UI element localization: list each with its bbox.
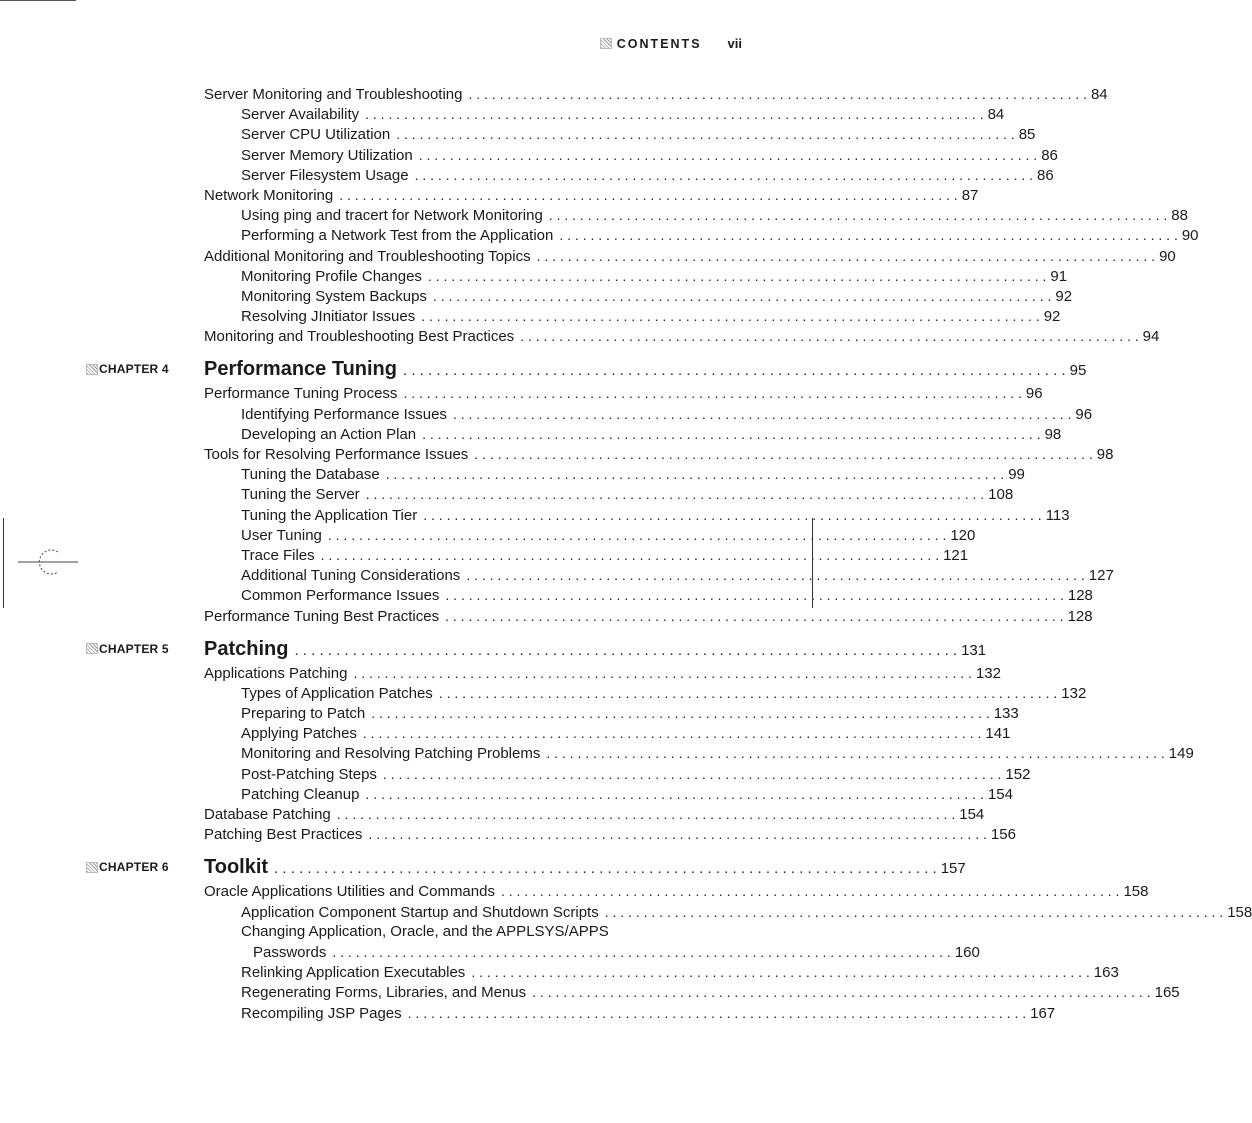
page-number: 87	[961, 186, 979, 204]
page-number: 85	[1018, 126, 1036, 144]
entry-title: Server Monitoring and Troubleshooting	[204, 86, 463, 103]
entry-title: Relinking Application Executables	[241, 964, 466, 982]
page-number: 156	[990, 826, 1016, 844]
page-number: 154	[987, 785, 1013, 803]
page-number: 154	[959, 806, 985, 823]
toc-entry	[204, 784, 1013, 804]
toc-entry	[204, 225, 1199, 245]
dot-leader: . . . . . . . . . . . . . . . . . . . . . . . . . . . . . . . . . . . . . . . . . . . . . . . . . . . . . . . . . . . . . . . . . . . . . . . . . . . . . . . .	[403, 362, 1066, 380]
entry-title: Trace Files	[241, 546, 315, 564]
dot-leader: . . . . . . . . . . . . . . . . . . . . . . . . . . . . . . . . . . . . . . . . . . . . . . . . . . . . . . . . . . . . . . . . . . . . . . . . . . . . . . . .	[421, 308, 1040, 325]
chapter-title: Patching	[204, 637, 289, 660]
dot-leader: . . . . . . . . . . . . . . . . . . . . . . . . . . . . . . . . . . . . . . . . . . . . . . . . . . . . . . . . . . . . . . . . . . . . . . . . . . . . . . . .	[466, 567, 1085, 584]
toc-entry	[204, 942, 980, 962]
page-number: 127	[1088, 567, 1114, 585]
hatch-marker-icon	[600, 38, 612, 49]
dot-leader: . . . . . . . . . . . . . . . . . . . . . . . . . . . . . . . . . . . . . . . . . . . . . . . . . . . . . . . . . . . . . . . . . . . . . . . . . . . . . . . .	[422, 425, 1041, 442]
page-number: 86	[1037, 166, 1054, 184]
dot-leader: . . . . . . . . . . . . . . . . . . . . . . . . . . . . . . . . . . . . . . . . . . . . . . . . . . . . . . . . . . . . . . . . . . . . . . . . . . . . . . . .	[339, 186, 958, 203]
dot-leader: . . . . . . . . . . . . . . . . . . . . . . . . . . . . . . . . . . . . . . . . . . . . . . . . . . . . . . . . . . . . . . . . . . . . . . . . . . . . . . . .	[559, 227, 1178, 244]
entry-title: Oracle Applications Utilities and Commands	[204, 883, 495, 901]
page-number: 120	[950, 526, 976, 544]
entry-title: Performance Tuning Process	[204, 385, 398, 403]
dot-leader: . . . . . . . . . . . . . . . . . . . . . . . . . . . . . . . . . . . . . . . . . . . . . . . . . . . . . . . . . . . . . . . . . . . . . . . . . . . . . . . .	[320, 546, 940, 563]
entry-title: User Tuning	[241, 526, 322, 544]
page-number: 158	[1123, 883, 1149, 901]
page-number: 132	[975, 664, 1001, 682]
entry-title: Developing an Action Plan	[241, 425, 417, 443]
chapter-heading	[99, 357, 1087, 381]
dot-leader: . . . . . . . . . . . . . . . . . . . . . . . . . . . . . . . . . . . . . . . . . . . . . . . . . . . . . . . . . . . . . . . . . . . . . . . . . . . . . . . .	[353, 664, 972, 681]
table-of-contents	[99, 84, 1252, 1023]
page-number: 96	[1025, 385, 1043, 403]
dot-leader: . . . . . . . . . . . . . . . . . . . . . . . . . . . . . . . . . . . . . . . . . . . . . . . . . . . . . . . . . . . . . . . . . . . . . . . . . . . . . . . .	[403, 385, 1022, 402]
page-number: 88	[1171, 207, 1188, 225]
dot-leader: . . . . . . . . . . . . . . . . . . . . . . . . . . . . . . . . . . . . . . . . . . . . . . . . . . . . . . . . . . . . . . . . . . . . . . . . . . . . . . . .	[327, 526, 947, 543]
page-number: 94	[1142, 328, 1160, 346]
chapter-number: CHAPTER 6	[99, 860, 169, 875]
entry-title: Common Performance Issues	[241, 587, 440, 605]
dot-leader: . . . . . . . . . . . . . . . . . . . . . . . . . . . . . . . . . . . . . . . . . . . . . . . . . . . . . . . . . . . . . . . . . . . . . . . . . . . . . . . .	[365, 106, 984, 123]
toc-entry	[204, 306, 1061, 326]
entry-title: Types of Application Patches	[241, 684, 433, 702]
entry-title: Post-Patching Steps	[241, 765, 377, 783]
dot-leader: . . . . . . . . . . . . . . . . . . . . . . . . . . . . . . . . . . . . . . . . . . . . . . . . . . . . . . . . . . . . . . . . . . . . . . . . . . . . . . . .	[423, 506, 1042, 523]
page-number: 91	[1050, 267, 1068, 285]
page-number: 108	[988, 486, 1014, 504]
toc-entry	[204, 165, 1054, 185]
dot-leader: . . . . . . . . . . . . . . . . . . . . . . . . . . . . . . . . . . . . . . . . . . . . . . . . . . . . . . . . . . . . . . . . . . . . . . . . . . . . . . . .	[382, 765, 1002, 782]
entry-title: Server CPU Utilization	[241, 126, 391, 144]
toc-entry	[204, 804, 985, 824]
dot-leader: . . . . . . . . . . . . . . . . . . . . . . . . . . . . . . . . . . . . . . . . . . . . . . . . . . . . . . . . . . . . . . . . . . . . . . . . . . . . . . . .	[468, 86, 1087, 102]
toc-entry	[204, 464, 1025, 484]
entry-title: Identifying Performance Issues	[241, 405, 447, 423]
page-number: 86	[1041, 146, 1058, 164]
registration-mark-icon	[18, 548, 78, 576]
dot-leader: . . . . . . . . . . . . . . . . . . . . . . . . . . . . . . . . . . . . . . . . . . . . . . . . . . . . . . . . . . . . . . . . . . . . . . . . . . . . . . . .	[385, 466, 1005, 483]
toc-entry	[204, 185, 979, 205]
page-number: 84	[1090, 86, 1108, 103]
toc-entry	[204, 286, 1073, 306]
dot-leader: . . . . . . . . . . . . . . . . . . . . . . . . . . . . . . . . . . . . . . . . . . . . . . . . . . . . . . . . . . . . . . . . . . . . . . . . . . . . . . . .	[274, 860, 937, 878]
page-number: 90	[1181, 227, 1199, 245]
entry-title: Tuning the Application Tier	[241, 506, 418, 524]
toc-entry	[204, 902, 1252, 922]
toc-entry	[204, 723, 1011, 743]
toc-entry	[204, 145, 1058, 165]
chapter-number: CHAPTER 5	[99, 641, 169, 656]
dot-leader: . . . . . . . . . . . . . . . . . . . . . . . . . . . . . . . . . . . . . . . . . . . . . . . . . . . . . . . . . . . . . . . . . . . . . . . . . . . . . . . .	[546, 745, 1165, 762]
dot-leader: . . . . . . . . . . . . . . . . . . . . . . . . . . . . . . . . . . . . . . . . . . . . . . . . . . . . . . . . . . . . . . . . . . . . . . . . . . . . . . . .	[548, 207, 1168, 224]
page-number: 165	[1154, 984, 1180, 1002]
entry-title: Server Availability	[241, 106, 360, 124]
toc-entry	[204, 585, 1093, 605]
entry-title: Recompiling JSP Pages	[241, 1004, 402, 1022]
page-number: 84	[987, 106, 1005, 124]
entry-title: Preparing to Patch	[241, 705, 366, 723]
toc-entry	[204, 764, 1031, 784]
entry-title: Patching Best Practices	[204, 826, 363, 844]
entry-title: Network Monitoring	[204, 186, 334, 204]
page-number: 132	[1061, 684, 1087, 702]
page-number: 121	[943, 546, 969, 564]
page-number: 133	[993, 705, 1019, 723]
running-header	[600, 36, 742, 51]
dot-leader: . . . . . . . . . . . . . . . . . . . . . . . . . . . . . . . . . . . . . . . . . . . . . . . . . . . . . . . . . . . . . . . . . . . . . . . . . . . . . . . .	[500, 883, 1120, 900]
dot-leader: . . . . . . . . . . . . . . . . . . . . . . . . . . . . . . . . . . . . . . . . . . . . . . . . . . . . . . . . . . . . . . . . . . . . . . . . . . . . . . . .	[427, 267, 1047, 284]
dot-leader: . . . . . . . . . . . . . . . . . . . . . . . . . . . . . . . . . . . . . . . . . . . . . . . . . . . . . . . . . . . . . . . . . . . . . . . . . . . . . . . .	[445, 607, 1064, 624]
entry-title: Server Filesystem Usage	[241, 166, 409, 184]
dot-leader: . . . . . . . . . . . . . . . . . . . . . . . . . . . . . . . . . . . . . . . . . . . . . . . . . . . . . . . . . . . . . . . . . . . . . . . . . . . . . . . .	[294, 641, 958, 659]
page-number: 152	[1005, 765, 1031, 783]
dot-leader: . . . . . . . . . . . . . . . . . . . . . . . . . . . . . . . . . . . . . . . . . . . . . . . . . . . . . . . . . . . . . . . . . . . . . . . . . . . . . . . .	[332, 943, 951, 960]
dot-leader: . . . . . . . . . . . . . . . . . . . . . . . . . . . . . . . . . . . . . . . . . . . . . . . . . . . . . . . . . . . . . . . . . . . . . . . . . . . . . . . .	[407, 1004, 1027, 1021]
entry-title: Monitoring and Resolving Patching Problems	[241, 745, 541, 763]
entry-title: Performing a Network Test from the Application	[241, 227, 554, 245]
page-number: 92	[1043, 308, 1061, 326]
page-number: 131	[961, 641, 987, 659]
dot-leader: . . . . . . . . . . . . . . . . . . . . . . . . . . . . . . . . . . . . . . . . . . . . . . . . . . . . . . . . . . . . . . . . . . . . . . . . . . . . . . . .	[368, 826, 987, 843]
dot-leader: . . . . . . . . . . . . . . . . . . . . . . . . . . . . . . . . . . . . . . . . . . . . . . . . . . . . . . . . . . . . . . . . . . . . . . . . . . . . . . . .	[432, 287, 1052, 304]
chapter-label	[86, 642, 169, 656]
toc-entry	[204, 124, 1036, 144]
dot-leader: . . . . . . . . . . . . . . . . . . . . . . . . . . . . . . . . . . . . . . . . . . . . . . . . . . . . . . . . . . . . . . . . . . . . . . . . . . . . . . . .	[536, 247, 1156, 264]
entry-title: Application Component Startup and Shutdown Scripts	[241, 903, 599, 921]
chapter-heading	[99, 637, 987, 661]
toc-entry	[204, 703, 1019, 723]
chapter-number: CHAPTER 4	[99, 362, 169, 377]
dot-leader: . . . . . . . . . . . . . . . . . . . . . . . . . . . . . . . . . . . . . . . . . . . . . . . . . . . . . . . . . . . . . . . . . . . . . . . . . . . . . . . .	[474, 446, 1093, 462]
toc-entry	[204, 962, 1119, 982]
entry-title: Server Memory Utilization	[241, 146, 413, 164]
page-number: 96	[1075, 405, 1093, 423]
dot-leader: . . . . . . . . . . . . . . . . . . . . . . . . . . . . . . . . . . . . . . . . . . . . . . . . . . . . . . . . . . . . . . . . . . . . . . . . . . . . . . . .	[396, 126, 1015, 143]
entry-title: Tuning the Server	[241, 486, 360, 504]
dot-leader: . . . . . . . . . . . . . . . . . . . . . . . . . . . . . . . . . . . . . . . . . . . . . . . . . . . . . . . . . . . . . . . . . . . . . . . . . . . . . . . .	[438, 684, 1058, 701]
hatch-marker-icon	[86, 862, 98, 873]
page-number: 90	[1159, 247, 1176, 265]
hatch-marker-icon	[86, 643, 98, 654]
entry-title: Tuning the Database	[241, 466, 380, 484]
page-number: 113	[1045, 506, 1070, 524]
toc-entry	[204, 525, 976, 545]
toc-entry	[204, 824, 1016, 844]
dot-leader: . . . . . . . . . . . . . . . . . . . . . . . . . . . . . . . . . . . . . . . . . . . . . . . . . . . . . . . . . . . . . . . . . . . . . . . . . . . . . . . .	[365, 785, 984, 802]
page-number: 157	[940, 860, 966, 878]
dot-leader: . . . . . . . . . . . . . . . . . . . . . . . . . . . . . . . . . . . . . . . . . . . . . . . . . . . . . . . . . . . . . . . . . . . . . . . . . . . . . . . .	[604, 903, 1224, 920]
page-number: 141	[985, 725, 1011, 743]
dot-leader: . . . . . . . . . . . . . . . . . . . . . . . . . . . . . . . . . . . . . . . . . . . . . . . . . . . . . . . . . . . . . . . . . . . . . . . . . . . . . . . .	[520, 328, 1139, 345]
toc-entry	[204, 484, 1014, 504]
toc-entry	[204, 663, 1001, 683]
toc-entry	[204, 104, 1005, 124]
entry-title: Performance Tuning Best Practices	[204, 607, 440, 625]
page-number: 158	[1227, 903, 1252, 921]
entry-title: Monitoring System Backups	[241, 287, 427, 305]
left-crop-mark	[3, 518, 4, 608]
entry-title: Patching Cleanup	[241, 785, 360, 803]
right-crop-mark	[812, 518, 813, 608]
chapter-title: Performance Tuning	[204, 358, 397, 381]
dot-leader: . . . . . . . . . . . . . . . . . . . . . . . . . . . . . . . . . . . . . . . . . . . . . . . . . . . . . . . . . . . . . . . . . . . . . . . . . . . . . . . .	[365, 486, 985, 503]
dot-leader: . . . . . . . . . . . . . . . . . . . . . . . . . . . . . . . . . . . . . . . . . . . . . . . . . . . . . . . . . . . . . . . . . . . . . . . . . . . . . . . .	[532, 984, 1151, 1001]
entry-title: Monitoring Profile Changes	[241, 267, 422, 285]
entry-title: Additional Tuning Considerations	[241, 567, 461, 585]
toc-entry	[204, 606, 1093, 626]
dot-leader: . . . . . . . . . . . . . . . . . . . . . . . . . . . . . . . . . . . . . . . . . . . . . . . . . . . . . . . . . . . . . . . . . . . . . . . . . . . . . . . .	[445, 587, 1064, 604]
toc-entry	[204, 545, 969, 565]
toc-entry	[204, 505, 1070, 525]
entry-title: Database Patching	[204, 806, 331, 823]
entry-title: Changing Application, Oracle, and the APPLSYS/APPS	[241, 922, 609, 940]
page-number: 98	[1044, 425, 1062, 443]
page-number: 99	[1008, 466, 1025, 484]
page-number: 95	[1069, 362, 1087, 380]
entry-title: Applications Patching	[204, 664, 348, 682]
toc-entry	[204, 743, 1194, 763]
hatch-marker-icon	[86, 364, 98, 375]
toc-entry	[204, 683, 1087, 703]
chapter-title: Toolkit	[204, 856, 269, 879]
page-number: 128	[1067, 607, 1093, 625]
toc-entry	[204, 205, 1188, 225]
page-number: 92	[1055, 287, 1073, 305]
toc-entry	[204, 922, 741, 942]
chapter-label	[86, 362, 169, 376]
chapter-label	[86, 860, 169, 874]
entry-title: Resolving JInitiator Issues	[241, 308, 416, 326]
entry-title: Tools for Resolving Performance Issues	[204, 446, 469, 463]
entry-title: Monitoring and Troubleshooting Best Practices	[204, 328, 515, 346]
toc-entry	[204, 266, 1068, 286]
toc-entry	[204, 246, 1176, 266]
toc-entry	[204, 84, 1108, 104]
page-number: 149	[1168, 745, 1194, 763]
toc-entry	[204, 1003, 1056, 1023]
page-number: 128	[1067, 587, 1093, 605]
page-number: 167	[1030, 1004, 1056, 1022]
toc-entry	[204, 444, 1114, 464]
entry-title: Passwords	[253, 943, 327, 961]
toc-entry	[204, 326, 1160, 346]
toc-entry	[204, 565, 1114, 585]
dot-leader: . . . . . . . . . . . . . . . . . . . . . . . . . . . . . . . . . . . . . . . . . . . . . . . . . . . . . . . . . . . . . . . . . . . . . . . . . . . . . . . .	[336, 806, 956, 822]
entry-title: Additional Monitoring and Troubleshooting Topics	[204, 247, 531, 265]
dot-leader: . . . . . . . . . . . . . . . . . . . . . . . . . . . . . . . . . . . . . . . . . . . . . . . . . . . . . . . . . . . . . . . . . . . . . . . . . . . . . . . .	[414, 166, 1034, 183]
toc-entry	[204, 383, 1043, 403]
top-rule	[0, 0, 76, 1]
dot-leader: . . . . . . . . . . . . . . . . . . . . . . . . . . . . . . . . . . . . . . . . . . . . . . . . . . . . . . . . . . . . . . . . . . . . . . . . . . . . . . . .	[362, 725, 982, 742]
page-number: 163	[1093, 964, 1119, 982]
page-number: 160	[954, 943, 980, 961]
dot-leader: . . . . . . . . . . . . . . . . . . . . . . . . . . . . . . . . . . . . . . . . . . . . . . . . . . . . . . . . . . . . . . . . . . . . . . . . . . . . . . . .	[418, 146, 1038, 163]
toc-entry	[204, 404, 1093, 424]
entry-title: Using ping and tracert for Network Monitoring	[241, 207, 543, 225]
header-label: CONTENTS	[616, 36, 702, 51]
dot-leader: . . . . . . . . . . . . . . . . . . . . . . . . . . . . . . . . . . . . . . . . . . . . . . . . . . . . . . . . . . . . . . . . . . . . . . . . . . . . . . . .	[471, 964, 1090, 981]
dot-leader: . . . . . . . . . . . . . . . . . . . . . . . . . . . . . . . . . . . . . . . . . . . . . . . . . . . . . . . . . . . . . . . . . . . . . . . . . . . . . . . .	[452, 405, 1072, 422]
entry-title: Regenerating Forms, Libraries, and Menus	[241, 984, 527, 1002]
toc-entry	[204, 982, 1180, 1002]
toc-entry	[204, 881, 1149, 901]
dot-leader: . . . . . . . . . . . . . . . . . . . . . . . . . . . . . . . . . . . . . . . . . . . . . . . . . . . . . . . . . . . . . . . . . . . . . . . . . . . . . . . .	[371, 705, 990, 722]
page-number: 98	[1096, 446, 1114, 463]
header-page-number: vii	[727, 36, 742, 51]
toc-entry	[204, 424, 1062, 444]
chapter-heading	[99, 855, 966, 879]
entry-title: Applying Patches	[241, 725, 357, 743]
